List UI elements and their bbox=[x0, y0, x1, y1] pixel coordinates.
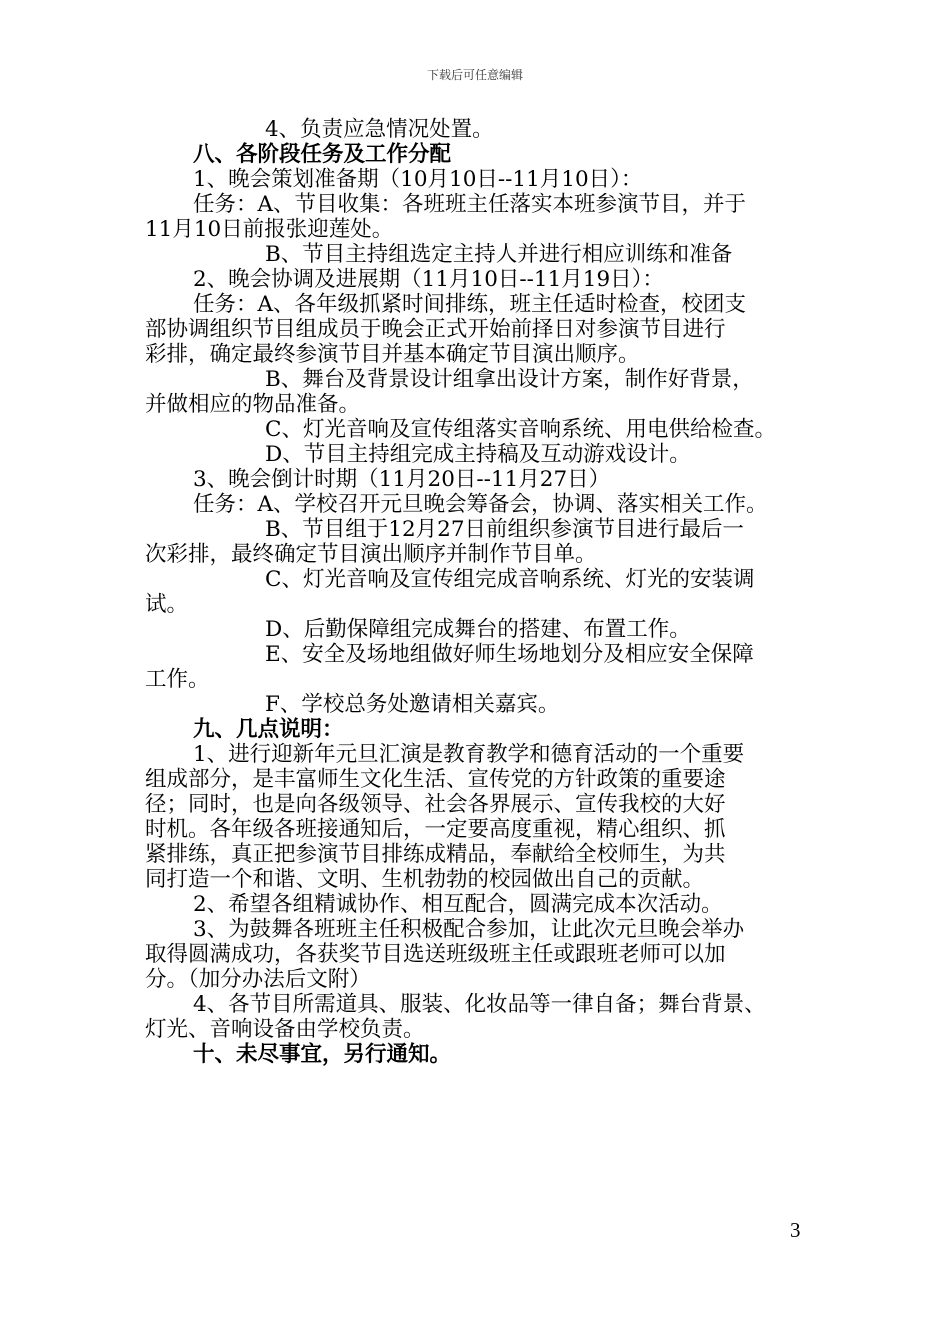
paragraph-line: 径；同时，也是向各级领导、社会各界展示、宣传我校的大好 bbox=[145, 792, 726, 817]
paragraph-line: 2、希望各组精诚协作、相互配合，圆满完成本次活动。 bbox=[193, 892, 723, 917]
paragraph-line: 3、晚会倒计时期（11月20日--11月27日） bbox=[193, 467, 611, 492]
paragraph-line: 2、晚会协调及进展期（11月10日--11月19日）： bbox=[193, 267, 664, 292]
paragraph-line: 3、为鼓舞各班班主任积极配合参加，让此次元旦晚会举办 bbox=[193, 917, 745, 942]
document-body bbox=[145, 117, 815, 1067]
paragraph-line: C、灯光音响及宣传组完成音响系统、灯光的安装调 bbox=[265, 567, 755, 592]
paragraph-line: 时机。各年级各班接通知后，一定要高度重视，精心组织、抓 bbox=[145, 817, 726, 842]
page-number: 3 bbox=[790, 1218, 801, 1242]
paragraph-line: B、节目组于12月27日前组织参演节目进行最后一 bbox=[265, 517, 745, 542]
paragraph-line: 次彩排，最终确定节目演出顺序并制作节目单。 bbox=[145, 542, 597, 567]
paragraph-line: 灯光、音响设备由学校负责。 bbox=[145, 1017, 425, 1042]
paragraph-line: B、舞台及背景设计组拿出设计方案，制作好背景， bbox=[265, 367, 754, 392]
paragraph-line: 彩排，确定最终参演节目并基本确定节目演出顺序。 bbox=[145, 342, 640, 367]
paragraph-line: 取得圆满成功，各获奖节目选送班级班主任或跟班老师可以加 bbox=[145, 942, 726, 967]
paragraph-line: 11月10日前报张迎莲处。 bbox=[145, 217, 394, 242]
paragraph-line: 1、进行迎新年元旦汇演是教育教学和德育活动的一个重要 bbox=[193, 742, 745, 767]
paragraph-line: E、安全及场地组做好师生场地划分及相应安全保障 bbox=[265, 642, 754, 667]
paragraph-line: 1、晚会策划准备期（10月10日--11月10日）： bbox=[193, 167, 643, 192]
paragraph-line: 4、各节目所需道具、服装、化妆品等一律自备；舞台背景、 bbox=[193, 992, 766, 1017]
paragraph-line: 并做相应的物品准备。 bbox=[145, 392, 361, 417]
paragraph-line: 同打造一个和谐、文明、生机勃勃的校园做出自己的贡献。 bbox=[145, 867, 705, 892]
paragraph-line: D、节目主持组完成主持稿及互动游戏设计。 bbox=[265, 442, 691, 467]
section-heading: 八、各阶段任务及工作分配 bbox=[193, 142, 452, 167]
paragraph-line: 4、负责应急情况处置。 bbox=[265, 117, 494, 142]
paragraph-line: 试。 bbox=[145, 592, 189, 617]
paragraph-line: 部协调组织节目组成员于晚会正式开始前择日对参演节目进行 bbox=[145, 317, 726, 342]
paragraph-line: 组成部分，是丰富师生文化生活、宣传党的方针政策的重要途 bbox=[145, 767, 726, 792]
paragraph-line: 工作。 bbox=[145, 667, 210, 692]
paragraph-line: C、灯光音响及宣传组落实音响系统、用电供给检查。 bbox=[265, 417, 776, 442]
section-heading: 九、几点说明： bbox=[193, 717, 344, 742]
paragraph-line: 任务：A、节目收集：各班班主任落实本班参演节目，并于 bbox=[193, 192, 747, 217]
paragraph-line: D、后勤保障组完成舞台的搭建、布置工作。 bbox=[265, 617, 691, 642]
paragraph-line: 任务：A、学校召开元旦晚会筹备会，协调、落实相关工作。 bbox=[193, 492, 768, 517]
paragraph-line: 分。（加分办法后文附） bbox=[145, 967, 371, 992]
header-note: 下载后可任意编辑 bbox=[426, 68, 523, 82]
paragraph-line: B、节目主持组选定主持人并进行相应训练和准备 bbox=[265, 242, 733, 267]
paragraph-line: 任务：A、各年级抓紧时间排练，班主任适时检查，校团支 bbox=[193, 292, 747, 317]
paragraph-line: 紧排练，真正把参演节目排练成精品，奉献给全校师生，为共 bbox=[145, 842, 726, 867]
paragraph-line: F、学校总务处邀请相关嘉宾。 bbox=[265, 692, 560, 717]
section-heading: 十、未尽事宜，另行通知。 bbox=[193, 1042, 452, 1067]
